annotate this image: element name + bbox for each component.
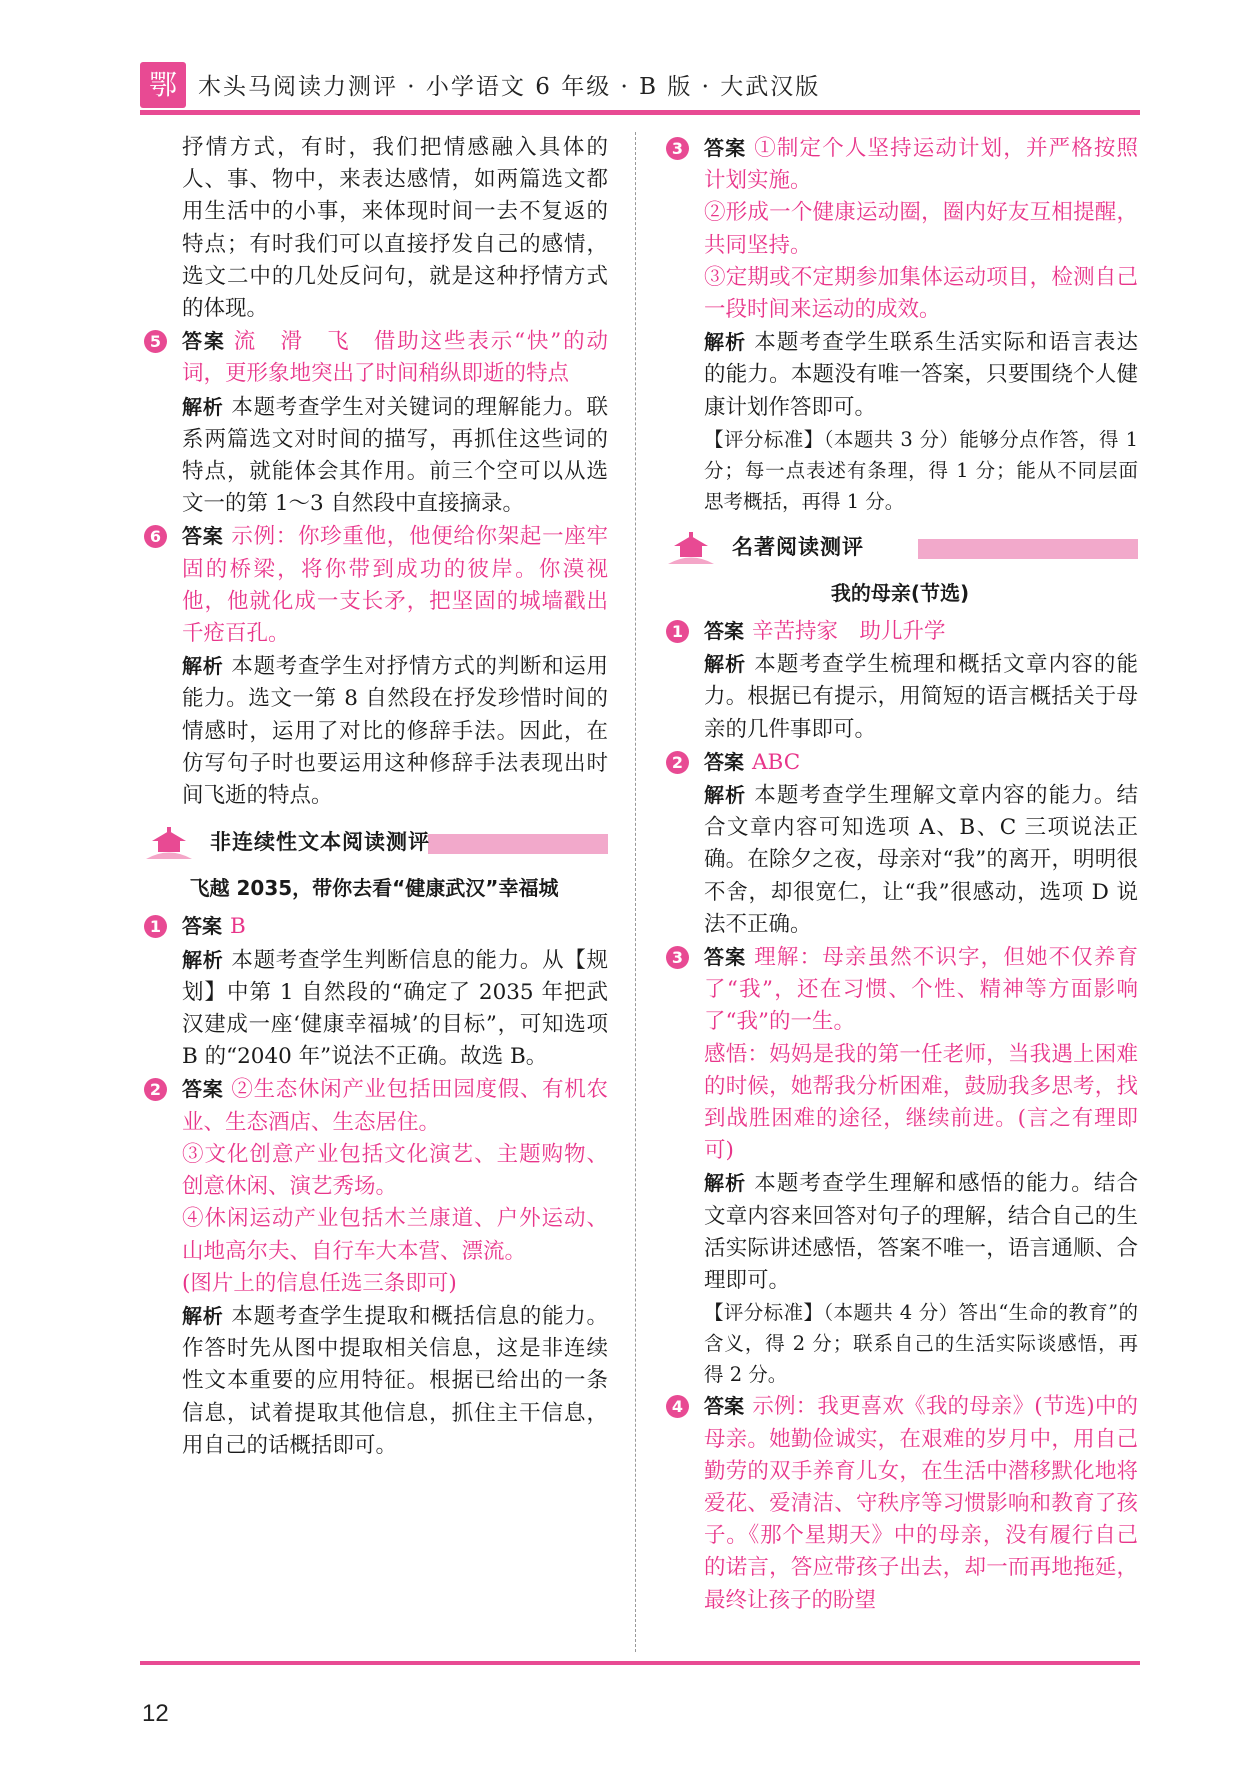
- article-subtitle: 我的母亲(节选): [830, 580, 970, 605]
- analysis-text: 本题考查学生理解和感悟的能力。结合文章内容来回答对句子的理解，结合自己的生活实际讲述感悟，答案不唯一，语言通顺、合理即可。: [704, 1171, 1138, 1294]
- answer-label: 答案: [182, 914, 222, 939]
- scoring-standard: 【评分标准】（本题共 3 分）能够分点作答，得 1 分；每一点表述有条理，得 1 分；能从不同层面思考概括，再得 1 分。: [704, 427, 1138, 513]
- scoring-standard: 【评分标准】（本题共 4 分）答出“生命的教育”的含义，得 2 分；联系自己的生活实际谈感悟，再得 2 分。: [704, 1301, 1138, 1387]
- header-rule: [140, 110, 1140, 115]
- analysis-text: 本题考查学生提取和概括信息的能力。作答时先从图中提取相关信息，这是非连续性文本重要的应用特征。根据已给出的一条信息，试着提取其他信息，抓住主干信息，用自己的话概括即可。: [182, 1303, 608, 1458]
- question-number-badge: 1: [666, 620, 689, 643]
- question-number-badge: 1: [144, 915, 167, 938]
- province-badge: 鄂: [140, 62, 186, 108]
- answer-label: 答案: [182, 1077, 224, 1102]
- analysis-label: 解析: [704, 330, 747, 355]
- analysis-text: 本题考查学生联系生活实际和语言表达的能力。本题没有唯一答案，只要围绕个人健康计划作答即可。: [704, 330, 1138, 420]
- left-column: [140, 132, 608, 1462]
- question-number-badge: 6: [144, 525, 167, 548]
- section-title: 非连续性文本阅读测评: [210, 830, 430, 855]
- page-number: 12: [142, 1700, 169, 1727]
- question-number-badge: 4: [666, 1395, 689, 1418]
- answer-text: 流 滑 飞 借助这些表示“快”的动词，更形象地突出了时间稍纵即逝的特点: [182, 329, 608, 387]
- section-title: 名著阅读测评: [732, 534, 864, 559]
- analysis-text: 本题考查学生判断信息的能力。从【规划】中第 1 自然段的“确定了 2035 年把武汉建成一座‘健康幸福城’的目标”，可知选项 B 的“2040 年”说法不正确。故选 B。: [182, 947, 608, 1070]
- answer-line: ④休闲运动产业包括木兰康道、户外运动、山地高尔夫、自行车大本营、漂流。: [182, 1206, 608, 1264]
- answer-note: (图片上的信息任选三条即可): [182, 1270, 457, 1296]
- answer-text: B: [230, 914, 246, 940]
- section-header-classics: [662, 527, 1138, 571]
- nonlinear-question-3: [662, 132, 1138, 517]
- nonlinear-question-1: [140, 910, 608, 1073]
- pavilion-icon: [666, 531, 716, 565]
- article-subtitle: 飞越 2035，带你去看“健康武汉”幸福城: [189, 876, 559, 901]
- answer-label: 答案: [704, 749, 744, 774]
- answer-label: 答案: [704, 945, 747, 970]
- analysis-label: 解析: [182, 947, 224, 972]
- right-column: [662, 132, 1138, 1617]
- analysis-label: 解析: [182, 654, 224, 679]
- book-title: 木头马阅读力测评 · 小学语文 6 年级 · B 版 · 大武汉版: [198, 74, 821, 100]
- continued-analysis: 抒情方式，有时，我们把情感融入具体的人、事、物中，来表达感情，如两篇选文都用生活中的小事，来体现时间一去不复返的特点；有时我们可以直接抒发自己的感情，选文二中的几处反问句，就是这种抒情方式的体现。: [182, 135, 608, 322]
- question-5: [140, 325, 608, 520]
- answer-line: ②形成一个健康运动圈，圈内好友互相提醒，共同坚持。: [704, 200, 1138, 258]
- question-number-badge: 2: [144, 1078, 167, 1101]
- question-number-badge: 3: [666, 137, 689, 160]
- answer-line: ③定期或不定期参加集体运动项目，检测自己一段时间来运动的成效。: [704, 264, 1138, 323]
- column-divider: [635, 132, 636, 1652]
- section-bar: [428, 834, 608, 854]
- analysis-text: 本题考查学生理解文章内容的能力。结合文章内容可知选项 A、B、C 三项说法正确。在除夕之夜，母亲对“我”的离开，明明很不舍，却很宽仁，让“我”很感动，选项 D 说法不正确。: [704, 783, 1138, 937]
- answer-label: 答案: [704, 1394, 745, 1419]
- classics-question-2: [662, 746, 1138, 941]
- question-6: [140, 520, 608, 812]
- analysis-text: 本题考查学生对关键词的理解能力。联系两篇选文对时间的描写，再抓住这些词的特点，就能体会其作用。前三个空可以从选文一的第 1～3 自然段中直接摘录。: [182, 394, 608, 517]
- answer-line: ③文化创意产业包括文化演艺、主题购物、创意休闲、演艺秀场。: [182, 1141, 608, 1200]
- footer-rule: [140, 1661, 1140, 1665]
- answer-label: 答案: [182, 524, 224, 549]
- answer-text: 示例：你珍重他，他便给你架起一座牢固的桥梁，将你带到成功的彼岸。你漠视他，他就化成一支长矛，把坚固的城墙戳出千疮百孔。: [182, 524, 608, 647]
- analysis-label: 解析: [182, 394, 224, 419]
- answer-text: 示例：我更喜欢《我的母亲》(节选)中的母亲。她勤俭诚实，在艰难的岁月中，用自己勤劳的双手养育儿女，在生活中潜移默化地将爱花、爱清洁、守秩序等习惯影响和教育了孩子。《那个星期天》中的母亲，没有履行自己的诺言，答应带孩子出去，却一而再地拖延，最终让孩子的盼望: [704, 1394, 1138, 1613]
- answer-label: 答案: [182, 329, 226, 354]
- question-number-badge: 2: [666, 751, 689, 774]
- answer-label: 答案: [704, 136, 747, 160]
- answer-line: ①制定个人坚持运动计划，并严格按照计划实施。: [704, 136, 1138, 194]
- answer-label: 答案: [704, 619, 744, 644]
- answer-line: ②生态休闲产业包括田园度假、有机农业、生态酒店、生态居住。: [182, 1077, 608, 1135]
- answer-text: 辛苦持家 助儿升学: [752, 619, 946, 645]
- analysis-label: 解析: [704, 652, 747, 677]
- pavilion-icon: [144, 826, 194, 860]
- classics-question-4: [662, 1390, 1138, 1616]
- analysis-text: 本题考查学生梳理和概括文章内容的能力。根据已有提示，用简短的语言概括关于母亲的几件事即可。: [704, 652, 1138, 742]
- question-number-badge: 5: [144, 330, 167, 353]
- analysis-label: 解析: [704, 783, 747, 808]
- answer-line: 感悟：妈妈是我的第一任老师，当我遇上困难的时候，她帮我分析困难，鼓励我多思考，找到战胜困难的途径，继续前进。(言之有理即可): [704, 1041, 1138, 1164]
- section-bar: [918, 539, 1138, 559]
- classics-question-1: [662, 615, 1138, 746]
- classics-question-3: [662, 941, 1138, 1390]
- running-header: [140, 60, 1140, 116]
- analysis-label: 解析: [182, 1303, 224, 1328]
- analysis-label: 解析: [704, 1171, 747, 1196]
- analysis-text: 本题考查学生对抒情方式的判断和运用能力。选文一第 8 自然段在抒发珍惜时间的情感时，运用了对比的修辞手法。因此，在仿写句子时也要运用这种修辞手法表现出时间飞逝的特点。: [182, 654, 608, 809]
- answer-line: 理解：母亲虽然不识字，但她不仅养育了“我”，还在习惯、个性、精神等方面影响了“我”的一生。: [704, 945, 1138, 1035]
- nonlinear-question-2: [140, 1073, 608, 1461]
- answer-text: ABC: [752, 749, 801, 775]
- question-number-badge: 3: [666, 946, 689, 969]
- section-header-nonlinear: [140, 822, 608, 866]
